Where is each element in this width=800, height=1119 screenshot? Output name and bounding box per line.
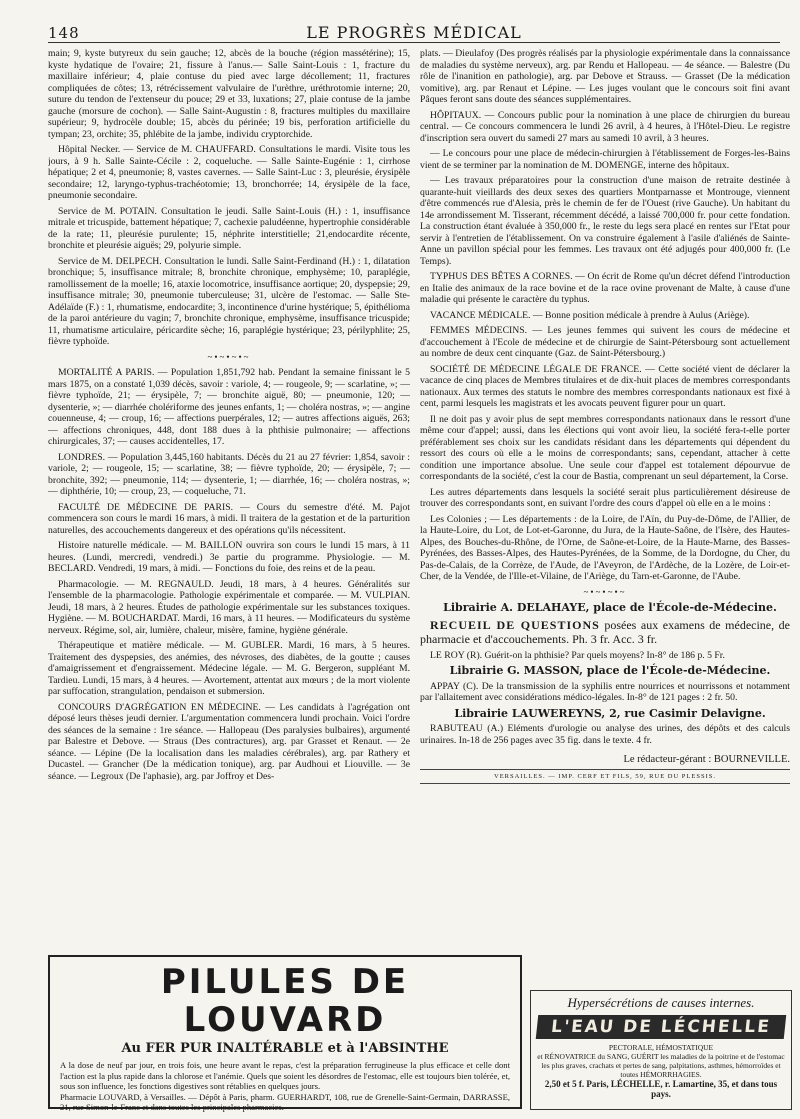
bookshop-recueil bbox=[420, 618, 790, 646]
article-paragraph: FEMMES MÉDECINS. — Les jeunes femmes qui suivent les cours de médecine et d'accouchement à l'Ecole de médecine et de chirurgie de Saint-Pétersbourg sont actuellement au nombre de deux cent cinquante (Gaz. de Saint-Pétersbourg.) bbox=[420, 325, 790, 359]
article-paragraph: plats. — Dieulafoy (Des progrès réalisés par la physiologie expérimentale dans la connaissance de maladies du système nerveux), arg. par Rendu et Hallopeau. — 4e séance. — Balestre (Du rôle de l'inanition en pathologie), arg. par Debove et Strauss. — Grasset (De la médication vomitive), arg. par Renaut et Lépine. — Les juges voulant que le concours soit fini avant Pâques feront sans doute des séances supplémentaires. bbox=[420, 48, 790, 105]
article-paragraph: HÔPITAUX. — Concours public pour la nomination à une place de chirurgien du bureau central. — Ce concours commencera le lundi 26 avril, à 4 heures, à l'Hôtel-Dieu. Le registre d'inscription sera ouvert du samedi 27 mars au samedi 10 avril, à 3 heures. bbox=[420, 109, 790, 144]
page-title: LE PROGRÈS MÉDICAL bbox=[306, 23, 522, 42]
bookshop-heading: Librairie LAUWEREYNS, 2, rue Casimir Delavigne. bbox=[454, 706, 766, 720]
article-paragraph: MORTALITÉ A PARIS. — Population 1,851,792 hab. Pendant la semaine finissant le 5 mars 1875, on a constaté 1,039 décès, savoir : variole, 4; — rougeole, 9; — scarlatine, »; — fièvre typhoïde, 21; — érysipèle, 7; — bronchite aiguë, 80; — pneumonie, 120; — dysenterie, »; — diarrhée cholériforme des jeunes enfants, 1; — choléra nostras, »; — angine couenneuse, 4; — croup, 16; — affections puerpérales, 12; — autres affections aiguës, 263; — affections chroniques, 448, dont 188 dues à la phthisie pulmonaire; — affections chirurgicales, 37; — causes accidentelles, 17. bbox=[48, 367, 410, 447]
left-column bbox=[48, 48, 410, 948]
article-paragraph: main; 9, kyste butyreux du sein gauche; 12, abcès de la bouche (région massétérine); 15, kyste hydatique de l'ovaire; 21, fissure à l'anus.— Salle Saint-Louis : 1, fracture du maxillaire inférieur; 4, plaie contuse du pied avec large décollement; 11, fractures compliquées de côtes; 13, rétrécissement valvulaire de l'urèthre, uréthrotomie interne; 20, suture du tendon de l'extenseur du pouce; 29 et 33, luxations; 27, plaie contuse de la jambe gauche (morsure de cochon). — Salle Saint-Augustin : 8, fractures multiples du maxillaire supérieur; 9, hydrocèle double; 15, abcès du périnée; 19 bis, perforation artificielle du tympan; 23, orchite; 35, phlébite de la jambe, individu cryptorchide. bbox=[48, 48, 410, 140]
article-paragraph: Hôpital Necker. — Service de M. CHAUFFARD. Consultations le mardi. Visite tous les jours, à 9 h. Salle Sainte-Cécile : 2, coqueluche. — Salle Sainte-Eugénie : 1, cirrhose hépatique; 2 et 4, pneumonie; 8, vastes cavernes. — Salle Saint-Luc : 3, pleurésie, érysipèle secondaire; 12, laryngo-typhus-trachéotomie; 13, bronchorrée; 14, érysipèle de la face, pneumonie secondaire. bbox=[48, 144, 410, 201]
ad-footer: Pharmacie LOUVARD, à Versailles. — Dépôt à Paris, pharm. GUERHARDT, 108, rue de Grenelle-Saint-Germain, DARRASSE, 21, rue Simon-le-Franc et dans toutes les principales pharmacies. bbox=[60, 1091, 510, 1112]
advertisement-lechelle bbox=[530, 990, 792, 1110]
article-paragraph: Service de M. POTAIN. Consultation le jeudi. Salle Saint-Louis (H.) : 1, insuffisance mitrale et tricuspide, battement hépatique; 7, cachexie paludéenne, hypertrophie considérable de la rate; 11, pleurésie purulente; 15, néphrite interstitielle; 21,endocardite récente, bronchite et pleurésie aiguës; 29, polyurie simple. bbox=[48, 205, 410, 251]
recueil-title: RECUEIL DE QUESTIONS bbox=[430, 617, 600, 632]
right-column bbox=[420, 48, 790, 948]
section-divider: ~•~•~•~ bbox=[583, 586, 627, 597]
ad-subtitle: Au FER PUR INALTÉRABLE et à l'ABSINTHE bbox=[121, 1041, 449, 1056]
article-paragraph: Il ne doit pas y avoir plus de sept membres correspondants nationaux dans le ressort d'une même cour d'appel; aussi, dans les élections qui vont avoir lieu, la société fera-t-elle porter préférablement ses choix sur les candidats résidant dans les départements qui dépendent du ressort des cours où elle a le moins de correspondants; sans, cependant, attacher à cette condition une importance absolue. Une seule cour d'appel est totalement dépourvue de correspondants de la société, c'est la cour de Bastia, comprenant un seul département, la Corse. bbox=[420, 413, 790, 482]
ad-body: A la dose de neuf par jour, en trois fois, une heure avant le repas, c'est la préparation ferrugineuse la plus efficace et celle dont l'action est la plus rapide dans la chlorose et l'anémie. Quels que soient les désordres de l'estomac, elle est toujours bien tolérée, et, sous son influence, les fonctions digestives sont rétablies en quelques jours. bbox=[60, 1060, 510, 1091]
printer-line: VERSAILLES. — IMP. CERF ET FILS, 59, RUE DU PLESSIS. bbox=[420, 769, 790, 785]
ad-banner: L'EAU DE LÉCHELLE bbox=[536, 1015, 787, 1039]
ad-headline: Hypersécrétions de causes internes. bbox=[567, 995, 755, 1010]
article-paragraph: — Le concours pour une place de médecin-chirurgien à l'établissement de Forges-les-Bains vient de se terminer par la nomination de M. DOMENGE, interne des hôpitaux. bbox=[420, 148, 790, 171]
bookshop-item: RABUTEAU (A.) Eléments d'urologie ou analyse des urines, des dépôts et des calculs urinaires. In-18 de 256 pages avec 35 fig. dans le texte. 4 fr. bbox=[420, 723, 790, 746]
bookshop-heading: Librairie A. DELAHAYE, place de l'École-de-Médecine. bbox=[443, 601, 777, 614]
article-paragraph: TYPHUS DES BÊTES A CORNES. — On écrit de Rome qu'un décret défend l'introduction en Italie des animaux de la race bovine et de la race ovine provenant de Malte, à cause d'une maladie qui présente le caractère du typhus. bbox=[420, 271, 790, 305]
article-paragraph: — Les travaux préparatoires pour la construction d'une maison de retraite destinée à quarante-huit vieillards des deux sexes des quartiers Montparnasse et Montrouge, viennent d'être commencés rue d'Alesia, près le chemin de fer de l'Ouest (rive Gauche). Un habitant du 14e arrondissement M. Tisserant, récemment décédé, a laissé 700,000 fr. pour cette fondation. La construction étant évaluée à 350,000 fr., le reste du legs sera placé en rentes sur l'Etat pour servir à l'entretien de l'établissement. On va construire également à l'asile d'aliénés de Sainte-Anne un pavillon spécial pour les femmes. Les travaux ont été adjugés pour 400,000 fr. (Le Temps). bbox=[420, 175, 790, 267]
article-paragraph: Service de M. DELPECH. Consultation le lundi. Salle Saint-Ferdinand (H.) : 1, dilatation bronchique; 5, insuffisance mitrale; 8, bronchite chronique, emphysème; 10, paraplégie, ramollissement de la moelle; 16, ataxie locomotrice, insuffisance aortique; 20, dyspepsie; 29, insuffisance mitrale; 30, pneumonie tuberculeuse; 31, ulcère de l'estomac. — Salle Ste-Adélaïde (F.) : 1, rhumatisme, endocardite; 3, incontinence d'urine hystérique; 5, épithélioma de la paroi antérieure du vagin; 7, bronchite chronique, emphysème, insuffisance tricuspide; 11, rhumatisme articulaire, péricardite sèche; 16, paraplégie hystérique; 23, périlyphlite; 25, fièvre typhoïde. bbox=[48, 255, 410, 347]
bookshop-item: LE ROY (R). Guérit-on la phthisie? Par quels moyens? In-8° de 186 p. 5 Fr. bbox=[430, 649, 725, 661]
ad-body: et RÉNOVATRICE du SANG, GUÉRIT les maladies de la poitrine et de l'estomac les plus graves, crachats et pertes de sang, palpitations, asthmes, hémorroïdes et toutes HÉMORRHAGIES. bbox=[537, 1052, 785, 1079]
section-divider: ~•~•~•~ bbox=[207, 351, 251, 362]
article-paragraph: Les autres départements dans lesquels la société serait plus particulièrement désireuse de trouver des correspondants sont, en suivant l'ordre des cours d'appel où elle en a le moins : bbox=[420, 486, 790, 509]
ad-price: 2,50 et 5 f. Paris, LÉCHELLE, r. Lamartine, 35, et dans tous pays. bbox=[544, 1079, 778, 1099]
bookshop-heading: Librairie G. MASSON, place de l'École-de-Médecine. bbox=[449, 664, 771, 677]
article-paragraph: LONDRES. — Population 3,445,160 habitants. Décès du 21 au 27 février: 1,854, savoir : variole, 2; — rougeole, 15; — scarlatine, 38; — fièvre typhoïde, 20; — érysipèle, 7; — bronchite, 392; — pneumonie, 114; — dysenterie, 1; — diarrhée, 16; — choléra nostras, »; — diphthérie, 10; — croup, 23, — coqueluche, 71. bbox=[48, 451, 410, 497]
article-paragraph: Pharmacologie. — M. REGNAULD. Jeudi, 18 mars, à 4 heures. Généralités sur l'ensemble de la pharmacologie. Pathologie expérimentale et comparée. — M. VULPIAN. Jeudi, 18 mars, à 2 heures. Études de pathologie expérimentale sur les substances toxiques. Hygiène. — M. BOUCHARDAT. Mardi, 16 mars, à 11 heures. — Modificateurs du système nerveux. Régime, sol, air, lumière, chaleur, misère, famine, hygiène générale. bbox=[48, 578, 410, 636]
ad-line: PECTORALE, HÉMOSTATIQUE bbox=[608, 1043, 714, 1052]
recueil-description: posées aux examens de médecine, de pharmacie et d'accouchements. Ph. 3 fr. Acc. 3 fr. bbox=[420, 617, 790, 646]
article-paragraph: CONCOURS D'AGRÉGATION EN MÉDECINE. — Les candidats à l'agrégation ont déposé leurs thèses jeudi dernier. L'argumentation commencera lundi prochain. Voici l'ordre des séances de la semaine : 1re séance. — Hallopeau (Des paralysies bulbaires), argumenté par Balestre et Debove. — Straus (Des contractures), arg. par Grasset et Renaut. — 2e séance. — Lépine (De la localisation dans les maladies cérébrales), arg. par Rathery et Ducastel. — Grancher (De la médication tonique), arg. par Audhoui et Liouville. — 3e séance. — Legroux (De l'aphasie), arg. par Joffroy et Des- bbox=[48, 701, 410, 782]
article-paragraph: VACANCE MÉDICALE. — Bonne position médicale à prendre à Aulus (Ariège). bbox=[430, 309, 750, 321]
article-paragraph: Thérapeutique et matière médicale. — M. GUBLER. Mardi, 16 mars, à 5 heures. Traitement des dyspepsies, des anémies, des névroses, des diabètes, de la goutte ; causes d'amaigrissement et d'engraissement. Médecine légale. — M. G. Bergeron, suppléant M. Tardieu. Lundi, 15 mars, à 4 heures. — Avortement, attentat aux mœurs ; de la mort violente par suffocation, strangulation, pendaison et submersion. bbox=[48, 640, 410, 697]
editor-signature: Le rédacteur-gérant : BOURNEVILLE. bbox=[623, 754, 790, 765]
bookshop-item: APPAY (C). De la transmission de la syphilis entre nourrices et nourrissons et notamment par l'allaitement avec considérations médico-légales. In-8° de 121 pages : 2 fr. 50. bbox=[420, 680, 790, 703]
page-number: 148 bbox=[48, 24, 80, 42]
page-header bbox=[48, 22, 780, 43]
article-paragraph: Les Colonies ; — Les départements : de la Loire, de l'Aïn, du Puy-de-Dôme, de l'Allier, de la Haute-Loire, du Lot, de Lot-et-Garonne, du Jura, de la Haute-Saône, de l'Isère, des Hautes-Alpes, des Bouches-du-Rhône, de l'Orne, de Saône-et-Loire, de la Haute-Marne, des Basses-Pyrénées, des Basses-Alpes, des Hautes-Pyrénées, de la Somme, de la Dordogne, du Cher, du Pas-de-Calais, de la Corrèze, de l'Aude, de l'Aveyron, de l'Ardèche, de la Lozère, de Loir-et-Cher, de la Vendée, de l'Ille-et-Vilaine, de l'Ariège, du Tarn-et-Garonne, de l'Aube. bbox=[420, 513, 790, 582]
advertisement-louvard bbox=[48, 955, 522, 1112]
article-paragraph: SOCIÉTÉ DE MÉDECINE LÉGALE DE FRANCE. — Cette société vient de déclarer la vacance de cinq places de Membres titulaires et de dix-huit places de membres correspondants nationaux. Aux termes des statuts le nombre des membres correspondants nationaux est fixé à cent, parmi lesquels les magistrats et les avocats peuvent figurer pour un quart. bbox=[420, 363, 790, 409]
ad-title: PILULES DE LOUVARD bbox=[160, 962, 410, 1040]
article-paragraph: Histoire naturelle médicale. — M. BAILLON ouvrira son cours le lundi 15 mars, à 11 heures. (Lundi, mercredi, vendredi.) 3e partie du programme. Physiologie. — M. BECLARD. Vendredi, 19 mars, à midi. — Fonctions du foie, des reins et de la peau. bbox=[48, 540, 410, 574]
article-paragraph: FACULTÉ DE MÉDECINE DE PARIS. — Cours du semestre d'été. M. Pajot commencera son cours le mardi 16 mars, à midi. Il traitera de la gestation et de la parturition naturelles, des accouchements dangereux et des opérations qu'ils nécessitent. bbox=[48, 501, 410, 536]
